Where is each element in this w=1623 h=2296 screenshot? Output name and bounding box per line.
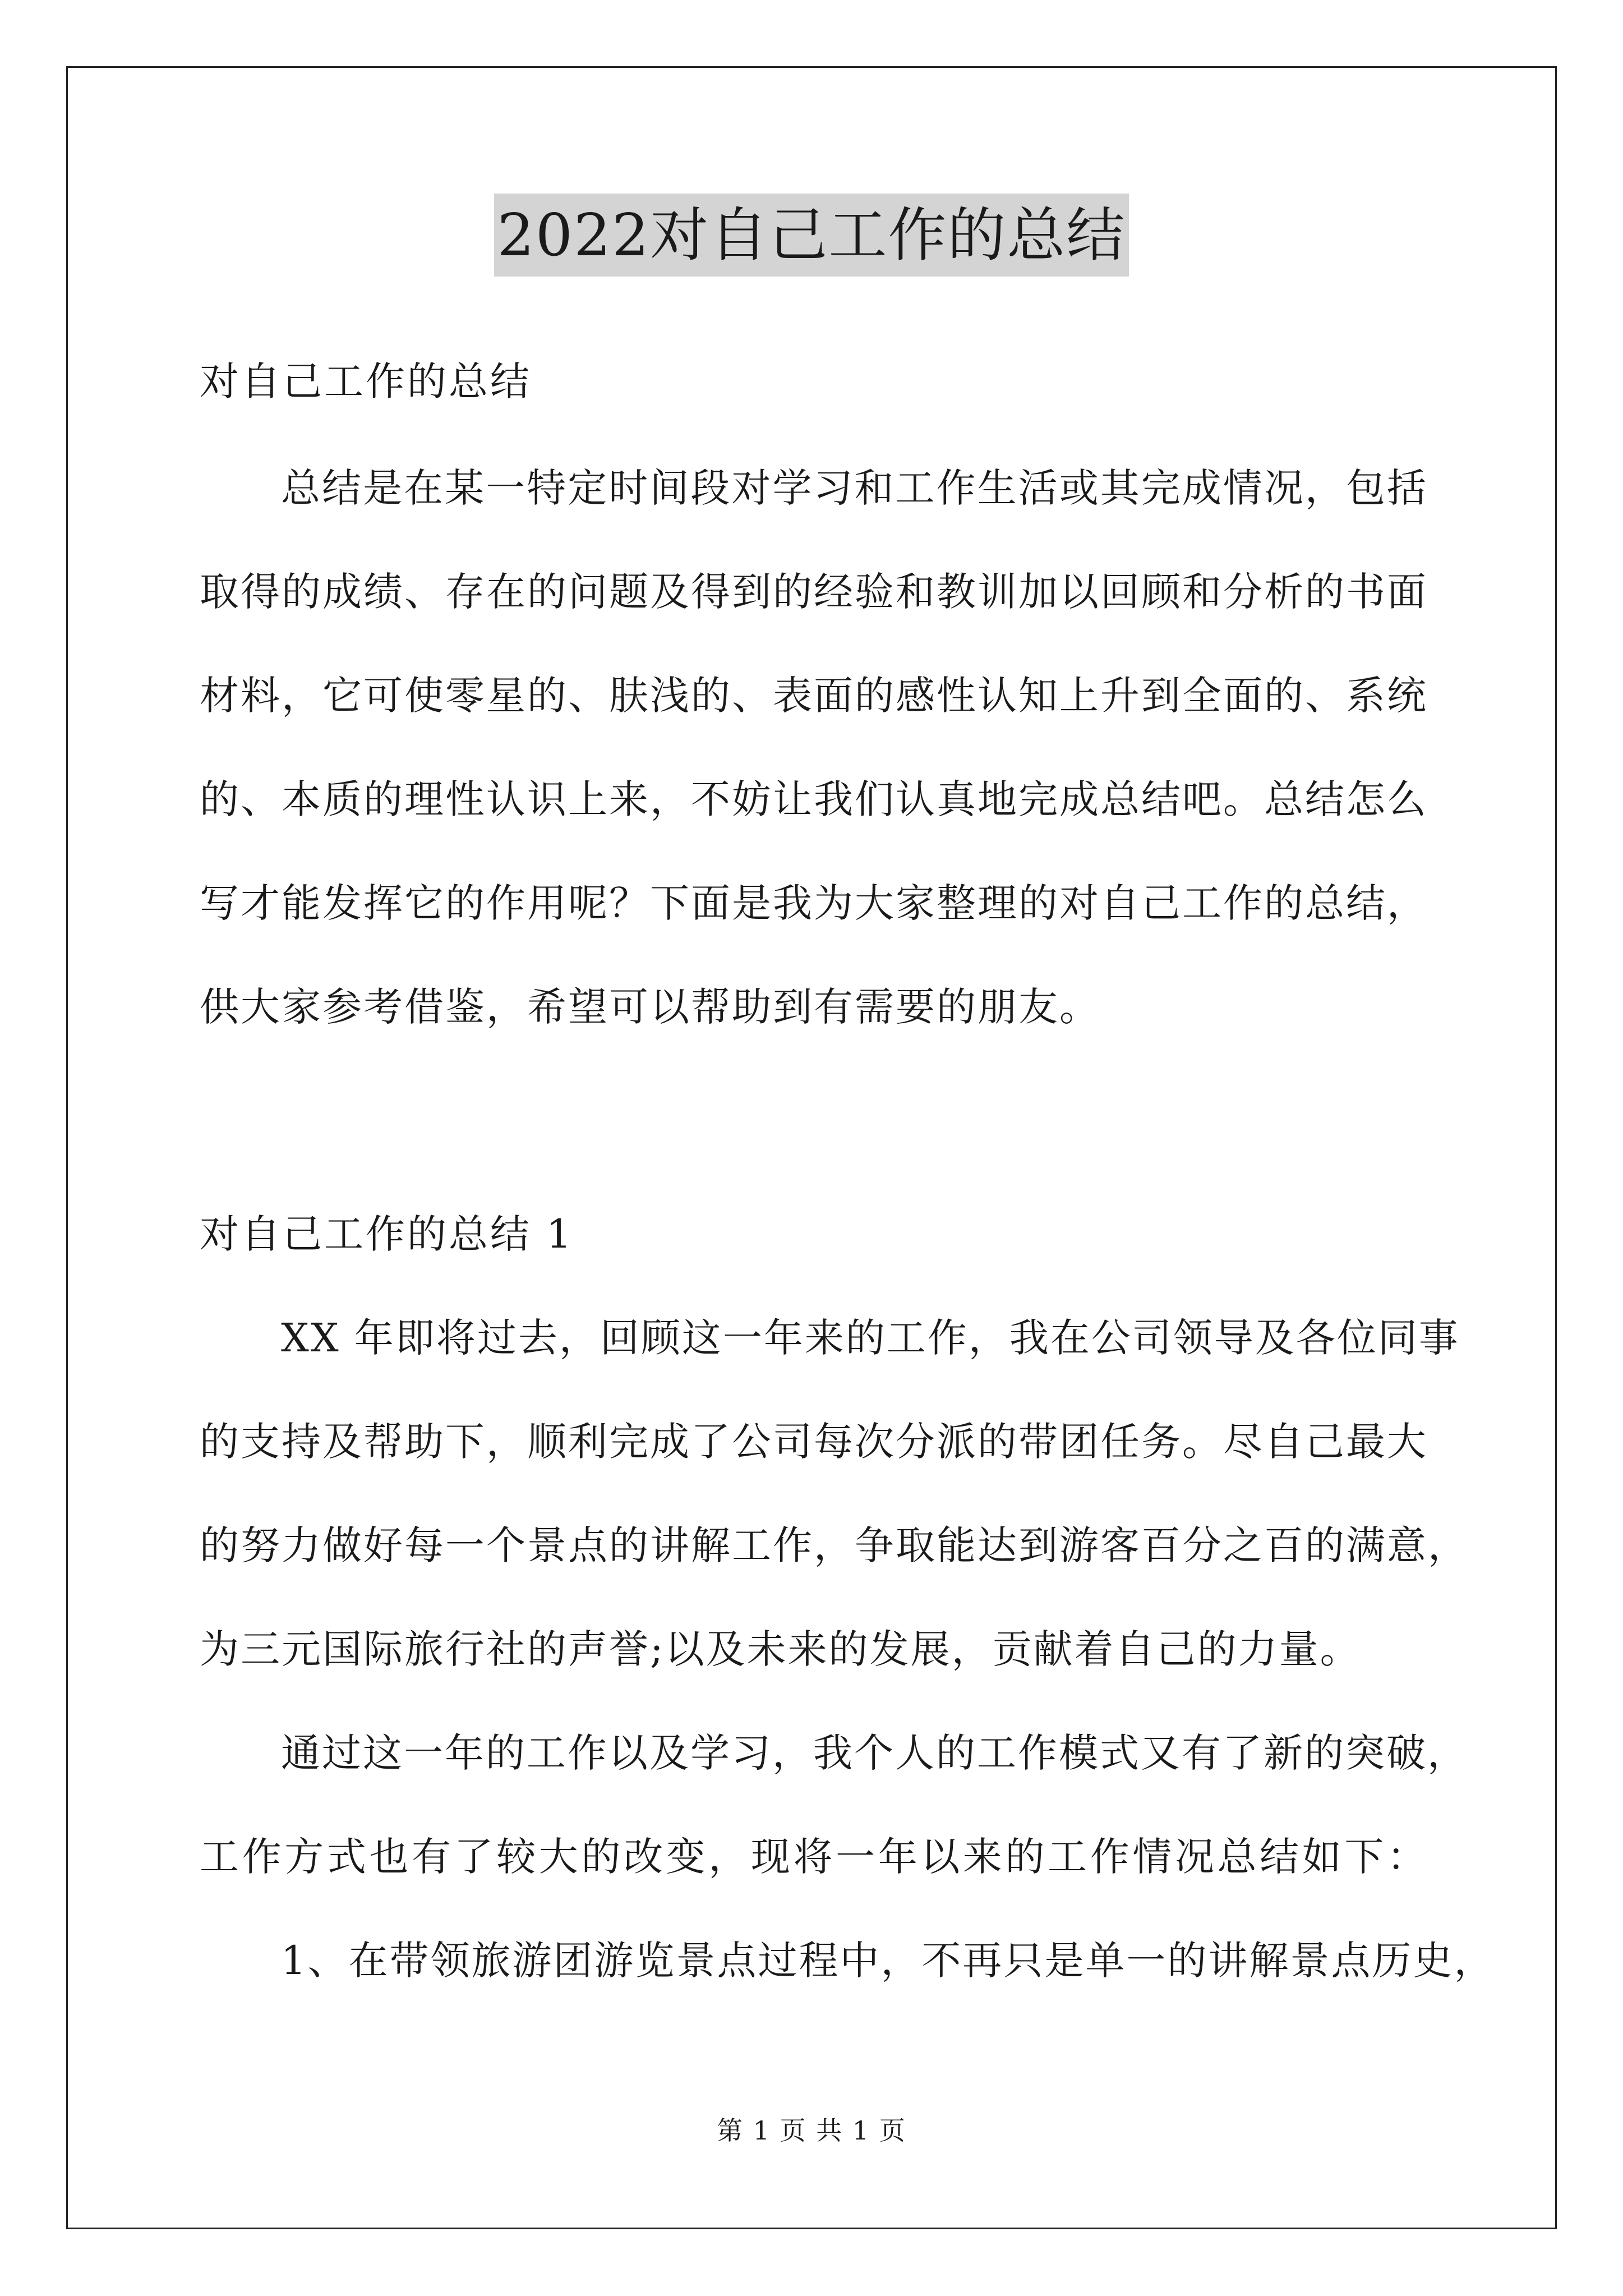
paragraph-line: 取得的成绩、存在的问题及得到的经验和教训加以回顾和分析的书面 [200, 569, 1428, 615]
paragraph-line: 1、在带领旅游团游览景点过程中，不再只是单一的讲解景点历史， [281, 1938, 1495, 1984]
page-number-footer: 第 1 页 共 1 页 [717, 2115, 906, 2146]
paragraph-line: 通过这一年的工作以及学习，我个人的工作模式又有了新的突破， [281, 1730, 1468, 1776]
paragraph-line: 总结是在某一特定时间段对学习和工作生活或其完成情况，包括 [281, 465, 1428, 511]
paragraph-line: 的支持及帮助下，顺利完成了公司每次分派的带团任务。尽自己最大 [200, 1419, 1428, 1465]
paragraph-line: 材料，它可使零星的、肤浅的、表面的感性认知上升到全面的、系统 [200, 673, 1428, 719]
paragraph-line: XX 年即将过去，回顾这一年来的工作，我在公司领导及各位同事 [281, 1315, 1460, 1361]
section-heading-intro: 对自己工作的总结 [200, 358, 532, 404]
paragraph-line: 工作方式也有了较大的改变，现将一年以来的工作情况总结如下： [200, 1834, 1428, 1880]
paragraph-line: 写才能发挥它的作用呢？下面是我为大家整理的对自己工作的总结， [200, 880, 1428, 926]
title-container [0, 194, 1623, 277]
document-title: 2022对自己工作的总结 [494, 194, 1129, 277]
paragraph-line: 的、本质的理性认识上来，不妨让我们认真地完成总结吧。总结怎么 [200, 776, 1428, 822]
paragraph-line: 供大家参考借鉴，希望可以帮助到有需要的朋友。 [200, 984, 1100, 1030]
paragraph-line: 的努力做好每一个景点的讲解工作，争取能达到游客百分之百的满意， [200, 1522, 1469, 1568]
paragraph-line: 为三元国际旅行社的声誉;以及未来的发展，贡献着自己的力量。 [200, 1626, 1361, 1672]
section-heading-1: 对自己工作的总结 1 [200, 1211, 574, 1257]
